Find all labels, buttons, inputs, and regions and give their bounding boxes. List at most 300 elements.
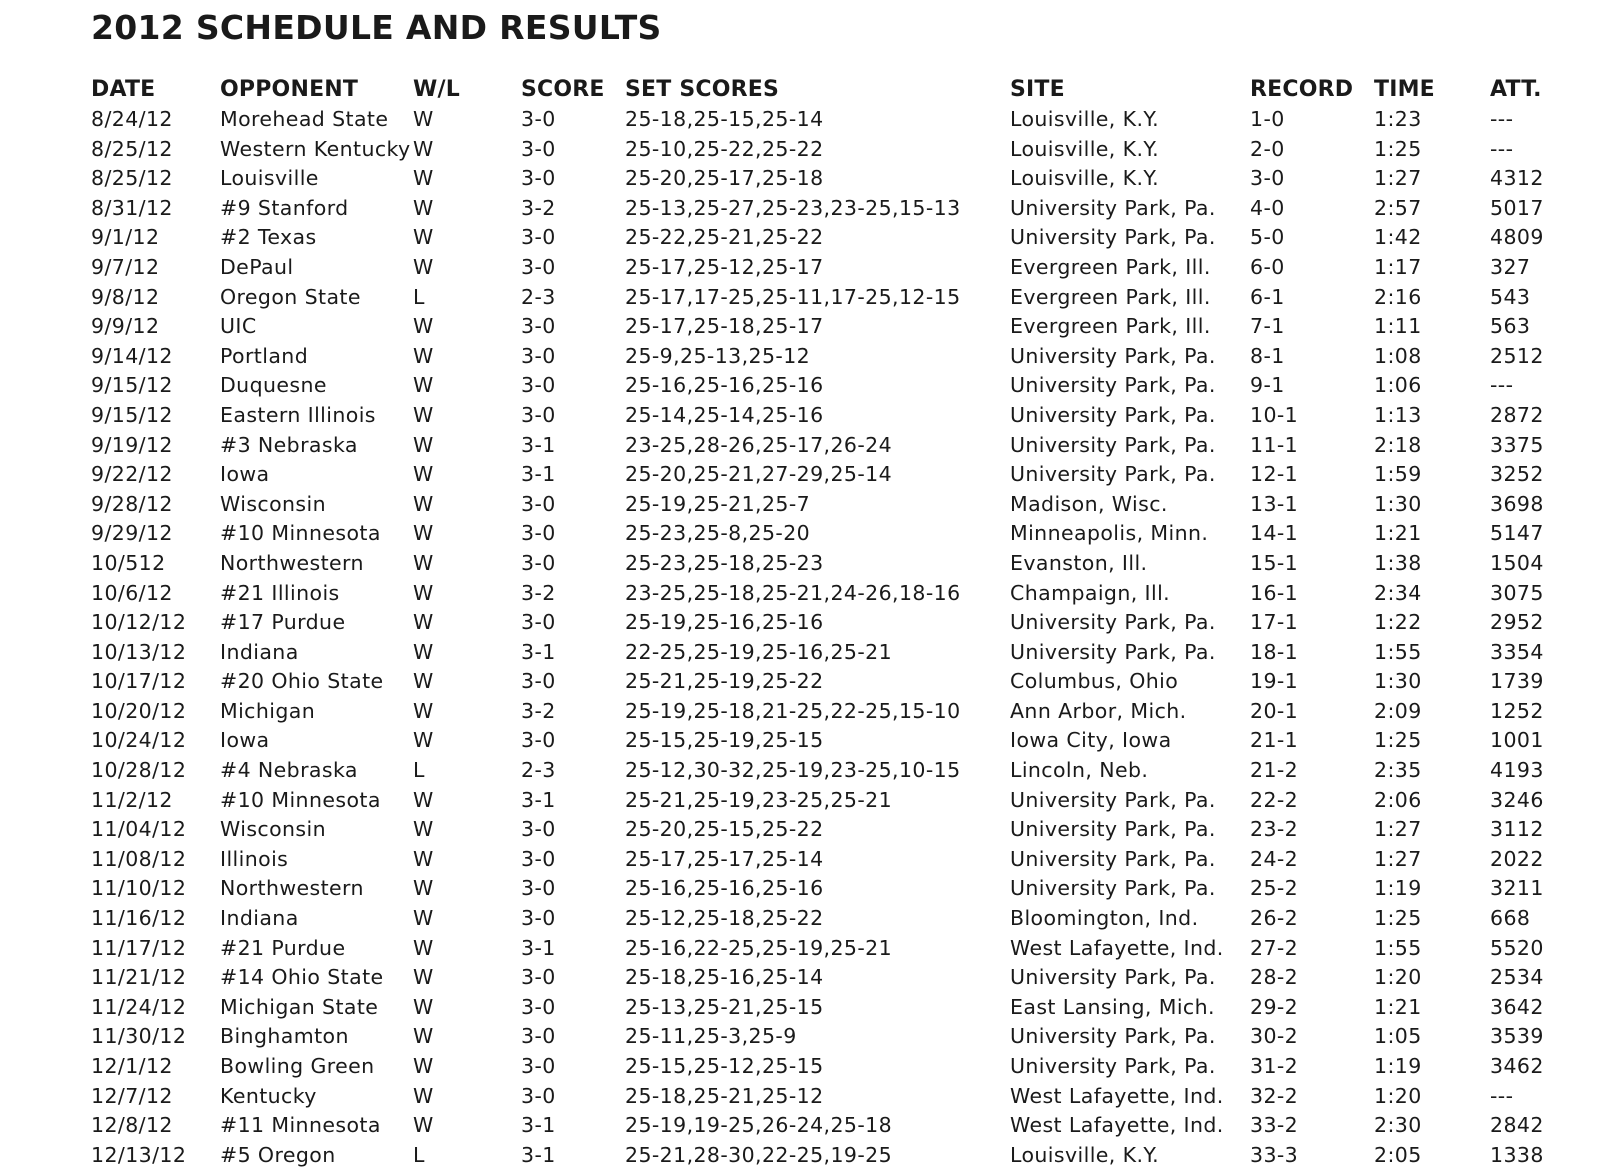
set-scores-cell: 25-19,25-18,21-25,22-25,15-10: [625, 698, 961, 723]
set-scores-cell: 22-25,25-19,25-16,25-21: [625, 639, 893, 664]
set-scores-cell: 25-16,22-25,25-19,25-21: [625, 935, 893, 960]
table-row: [91, 904, 1551, 934]
opponent-cell: #21 Illinois: [220, 580, 340, 605]
table-row: [91, 371, 1551, 401]
date-cell: 11/2/12: [91, 787, 173, 812]
attendance-cell: 1504: [1490, 550, 1544, 575]
time-cell: 2:30: [1374, 1113, 1422, 1138]
date-cell: 12/7/12: [91, 1083, 173, 1108]
set-scores-cell: 25-21,28-30,22-25,19-25: [625, 1142, 893, 1167]
set-scores-cell: 25-17,25-18,25-17: [625, 314, 824, 339]
result-cell: W: [413, 195, 434, 220]
record-cell: 18-1: [1250, 639, 1299, 664]
attendance-cell: 2872: [1490, 402, 1544, 427]
site-cell: Evanston, Ill.: [1010, 550, 1148, 575]
time-cell: 1:21: [1374, 521, 1422, 546]
set-scores-cell: 25-20,25-21,27-29,25-14: [625, 462, 893, 487]
set-scores-cell: 25-16,25-16,25-16: [625, 876, 824, 901]
score-cell: 3-1: [521, 462, 556, 487]
table-row: [91, 1141, 1551, 1170]
set-scores-cell: 25-23,25-18,25-23: [625, 550, 824, 575]
site-cell: West Lafayette, Ind.: [1010, 1083, 1224, 1108]
date-cell: 8/24/12: [91, 107, 173, 131]
attendance-cell: 3642: [1490, 994, 1544, 1019]
site-cell: Champaign, Ill.: [1010, 580, 1171, 605]
attendance-cell: ---: [1490, 136, 1514, 161]
site-cell: University Park, Pa.: [1010, 610, 1216, 635]
date-cell: 9/28/12: [91, 491, 173, 516]
time-cell: 2:16: [1374, 284, 1422, 309]
record-cell: 23-2: [1250, 817, 1299, 842]
record-cell: 15-1: [1250, 550, 1299, 575]
score-cell: 3-1: [521, 1142, 556, 1167]
record-cell: 31-2: [1250, 1054, 1299, 1078]
opponent-cell: Wisconsin: [220, 817, 326, 842]
attendance-cell: 1001: [1490, 728, 1544, 753]
date-cell: 9/22/12: [91, 462, 173, 487]
opponent-cell: Binghamton: [220, 1024, 349, 1049]
date-cell: 11/21/12: [91, 965, 187, 990]
set-scores-cell: 25-18,25-16,25-14: [625, 965, 824, 990]
site-cell: Louisville, K.Y.: [1010, 107, 1160, 131]
table-row: [91, 401, 1551, 431]
set-scores-cell: 25-11,25-3,25-9: [625, 1024, 797, 1049]
time-cell: 2:57: [1374, 195, 1422, 220]
site-cell: University Park, Pa.: [1010, 639, 1216, 664]
set-scores-cell: 25-17,17-25,25-11,17-25,12-15: [625, 284, 961, 309]
score-cell: 3-0: [521, 876, 556, 901]
result-cell: W: [413, 1054, 434, 1078]
set-scores-cell: 25-18,25-21,25-12: [625, 1083, 824, 1108]
site-cell: Ann Arbor, Mich.: [1010, 698, 1187, 723]
opponent-cell: #21 Purdue: [220, 935, 346, 960]
opponent-cell: #3 Nebraska: [220, 432, 358, 457]
table-row: [91, 342, 1551, 372]
column-header-date: DATE: [91, 77, 156, 102]
set-scores-cell: 25-21,25-19,25-22: [625, 669, 824, 694]
score-cell: 3-1: [521, 787, 556, 812]
set-scores-cell: 25-13,25-27,25-23,23-25,15-13: [625, 195, 961, 220]
attendance-cell: ---: [1490, 1083, 1514, 1108]
set-scores-cell: 25-23,25-8,25-20: [625, 521, 811, 546]
time-cell: 1:06: [1374, 373, 1422, 398]
column-header-wl: W/L: [413, 77, 460, 102]
set-scores-cell: 25-15,25-19,25-15: [625, 728, 824, 753]
set-scores-cell: 25-20,25-15,25-22: [625, 817, 824, 842]
set-scores-cell: 25-10,25-22,25-22: [625, 136, 824, 161]
column-header-time: TIME: [1374, 77, 1435, 102]
opponent-cell: Louisville: [220, 166, 319, 191]
opponent-cell: Northwestern: [220, 876, 364, 901]
site-cell: University Park, Pa.: [1010, 343, 1216, 368]
opponent-cell: Michigan: [220, 698, 316, 723]
result-cell: W: [413, 432, 434, 457]
table-row: [91, 164, 1551, 194]
score-cell: 3-1: [521, 1113, 556, 1138]
table-row: [91, 815, 1551, 845]
time-cell: 1:22: [1374, 610, 1422, 635]
result-cell: W: [413, 225, 434, 250]
time-cell: 2:09: [1374, 698, 1422, 723]
score-cell: 3-0: [521, 817, 556, 842]
table-row: [91, 105, 1551, 135]
site-cell: East Lansing, Mich.: [1010, 994, 1215, 1019]
header-row: [91, 75, 1551, 105]
table-row: [91, 667, 1551, 697]
site-cell: West Lafayette, Ind.: [1010, 935, 1224, 960]
time-cell: 1:25: [1374, 728, 1422, 753]
result-cell: W: [413, 107, 434, 131]
score-cell: 3-0: [521, 225, 556, 250]
attendance-cell: ---: [1490, 373, 1514, 398]
result-cell: W: [413, 254, 434, 279]
site-cell: Lincoln, Neb.: [1010, 758, 1149, 783]
attendance-cell: 327: [1490, 254, 1531, 279]
set-scores-cell: 25-19,25-16,25-16: [625, 610, 824, 635]
score-cell: 3-0: [521, 373, 556, 398]
site-cell: University Park, Pa.: [1010, 373, 1216, 398]
record-cell: 2-0: [1250, 136, 1285, 161]
result-cell: W: [413, 1113, 434, 1138]
set-scores-cell: 25-17,25-17,25-14: [625, 846, 824, 871]
score-cell: 3-0: [521, 254, 556, 279]
score-cell: 3-0: [521, 669, 556, 694]
date-cell: 11/16/12: [91, 906, 187, 931]
record-cell: 12-1: [1250, 462, 1299, 487]
date-cell: 9/29/12: [91, 521, 173, 546]
date-cell: 10/20/12: [91, 698, 187, 723]
attendance-cell: 3354: [1490, 639, 1544, 664]
record-cell: 9-1: [1250, 373, 1285, 398]
record-cell: 4-0: [1250, 195, 1285, 220]
record-cell: 7-1: [1250, 314, 1285, 339]
time-cell: 1:25: [1374, 136, 1422, 161]
site-cell: Louisville, K.Y.: [1010, 1142, 1160, 1167]
column-header-score: SCORE: [521, 77, 605, 102]
site-cell: Evergreen Park, Ill.: [1010, 254, 1211, 279]
score-cell: 3-1: [521, 432, 556, 457]
table-row: [91, 993, 1551, 1023]
site-cell: University Park, Pa.: [1010, 787, 1216, 812]
time-cell: 1:08: [1374, 343, 1422, 368]
date-cell: 12/8/12: [91, 1113, 173, 1138]
record-cell: 8-1: [1250, 343, 1285, 368]
attendance-cell: 1338: [1490, 1142, 1544, 1167]
record-cell: 14-1: [1250, 521, 1299, 546]
set-scores-cell: 25-21,25-19,23-25,25-21: [625, 787, 893, 812]
time-cell: 1:59: [1374, 462, 1422, 487]
score-cell: 3-0: [521, 1083, 556, 1108]
score-cell: 3-0: [521, 402, 556, 427]
time-cell: 2:06: [1374, 787, 1422, 812]
table-row: [91, 638, 1551, 668]
set-scores-cell: 25-18,25-15,25-14: [625, 107, 824, 131]
table-row: [91, 1082, 1551, 1112]
date-cell: 11/08/12: [91, 846, 187, 871]
score-cell: 3-0: [521, 610, 556, 635]
record-cell: 1-0: [1250, 107, 1285, 131]
table-row: [91, 726, 1551, 756]
date-cell: 9/7/12: [91, 254, 160, 279]
opponent-cell: #20 Ohio State: [220, 669, 384, 694]
opponent-cell: Portland: [220, 343, 309, 368]
attendance-cell: 3539: [1490, 1024, 1544, 1049]
attendance-cell: 3252: [1490, 462, 1544, 487]
result-cell: W: [413, 462, 434, 487]
table-row: [91, 519, 1551, 549]
score-cell: 3-0: [521, 314, 556, 339]
opponent-cell: Bowling Green: [220, 1054, 375, 1078]
site-cell: Minneapolis, Minn.: [1010, 521, 1209, 546]
record-cell: 6-1: [1250, 284, 1285, 309]
table-row: [91, 135, 1551, 165]
result-cell: W: [413, 787, 434, 812]
opponent-cell: #10 Minnesota: [220, 521, 381, 546]
opponent-cell: #11 Minnesota: [220, 1113, 381, 1138]
date-cell: 10/12/12: [91, 610, 187, 635]
time-cell: 1:11: [1374, 314, 1422, 339]
opponent-cell: UIC: [220, 314, 257, 339]
score-cell: 3-1: [521, 639, 556, 664]
opponent-cell: #5 Oregon: [220, 1142, 336, 1167]
time-cell: 1:19: [1374, 876, 1422, 901]
site-cell: West Lafayette, Ind.: [1010, 1113, 1224, 1138]
record-cell: 33-2: [1250, 1113, 1299, 1138]
attendance-cell: 3211: [1490, 876, 1544, 901]
date-cell: 8/25/12: [91, 136, 173, 161]
column-header-site: SITE: [1010, 77, 1065, 102]
table-row: [91, 431, 1551, 461]
time-cell: 1:20: [1374, 1083, 1422, 1108]
attendance-cell: 3246: [1490, 787, 1544, 812]
score-cell: 3-2: [521, 580, 556, 605]
result-cell: W: [413, 876, 434, 901]
result-cell: W: [413, 639, 434, 664]
score-cell: 2-3: [521, 758, 556, 783]
time-cell: 1:42: [1374, 225, 1422, 250]
site-cell: University Park, Pa.: [1010, 462, 1216, 487]
attendance-cell: 5147: [1490, 521, 1544, 546]
record-cell: 16-1: [1250, 580, 1299, 605]
result-cell: W: [413, 521, 434, 546]
date-cell: 11/10/12: [91, 876, 187, 901]
opponent-cell: Indiana: [220, 906, 299, 931]
date-cell: 10/24/12: [91, 728, 187, 753]
opponent-cell: Illinois: [220, 846, 289, 871]
opponent-cell: #14 Ohio State: [220, 965, 384, 990]
record-cell: 25-2: [1250, 876, 1299, 901]
record-cell: 13-1: [1250, 491, 1299, 516]
date-cell: 9/19/12: [91, 432, 173, 457]
attendance-cell: 563: [1490, 314, 1531, 339]
time-cell: 1:30: [1374, 669, 1422, 694]
opponent-cell: Northwestern: [220, 550, 364, 575]
attendance-cell: 3112: [1490, 817, 1544, 842]
record-cell: 28-2: [1250, 965, 1299, 990]
attendance-cell: 543: [1490, 284, 1531, 309]
time-cell: 2:05: [1374, 1142, 1422, 1167]
set-scores-cell: 25-17,25-12,25-17: [625, 254, 824, 279]
score-cell: 3-0: [521, 846, 556, 871]
attendance-cell: 3075: [1490, 580, 1544, 605]
table-row: [91, 312, 1551, 342]
set-scores-cell: 25-12,30-32,25-19,23-25,10-15: [625, 758, 961, 783]
set-scores-cell: 25-19,19-25,26-24,25-18: [625, 1113, 893, 1138]
result-cell: W: [413, 669, 434, 694]
time-cell: 2:18: [1374, 432, 1422, 457]
time-cell: 1:38: [1374, 550, 1422, 575]
site-cell: University Park, Pa.: [1010, 1024, 1216, 1049]
record-cell: 30-2: [1250, 1024, 1299, 1049]
result-cell: W: [413, 935, 434, 960]
time-cell: 1:27: [1374, 846, 1422, 871]
site-cell: University Park, Pa.: [1010, 225, 1216, 250]
result-cell: L: [413, 284, 425, 309]
site-cell: Bloomington, Ind.: [1010, 906, 1199, 931]
date-cell: 10/6/12: [91, 580, 173, 605]
time-cell: 1:13: [1374, 402, 1422, 427]
attendance-cell: 4312: [1490, 166, 1544, 191]
attendance-cell: 3375: [1490, 432, 1544, 457]
date-cell: 10/512: [91, 550, 166, 575]
score-cell: 3-0: [521, 343, 556, 368]
result-cell: W: [413, 846, 434, 871]
site-cell: University Park, Pa.: [1010, 1054, 1216, 1078]
record-cell: 33-3: [1250, 1142, 1299, 1167]
time-cell: 1:30: [1374, 491, 1422, 516]
column-header-att: ATT.: [1490, 77, 1542, 102]
schedule-table: [91, 75, 1551, 1170]
opponent-cell: Wisconsin: [220, 491, 326, 516]
opponent-cell: #9 Stanford: [220, 195, 349, 220]
attendance-cell: 2952: [1490, 610, 1544, 635]
date-cell: 11/04/12: [91, 817, 187, 842]
score-cell: 3-0: [521, 136, 556, 161]
site-cell: Louisville, K.Y.: [1010, 136, 1160, 161]
record-cell: 32-2: [1250, 1083, 1299, 1108]
site-cell: Evergreen Park, Ill.: [1010, 314, 1211, 339]
site-cell: Iowa City, Iowa: [1010, 728, 1172, 753]
time-cell: 1:17: [1374, 254, 1422, 279]
score-cell: 3-1: [521, 935, 556, 960]
score-cell: 2-3: [521, 284, 556, 309]
result-cell: W: [413, 698, 434, 723]
score-cell: 3-0: [521, 1054, 556, 1078]
opponent-cell: Iowa: [220, 462, 270, 487]
result-cell: W: [413, 491, 434, 516]
date-cell: 9/1/12: [91, 225, 160, 250]
time-cell: 1:55: [1374, 639, 1422, 664]
date-cell: 12/13/12: [91, 1142, 187, 1167]
time-cell: 1:05: [1374, 1024, 1422, 1049]
column-header-opponent: OPPONENT: [220, 77, 359, 102]
page-title: 2012 SCHEDULE AND RESULTS: [91, 8, 662, 47]
record-cell: 21-1: [1250, 728, 1299, 753]
attendance-cell: ---: [1490, 107, 1514, 131]
result-cell: L: [413, 1142, 425, 1167]
table-row: [91, 223, 1551, 253]
attendance-cell: 5520: [1490, 935, 1544, 960]
attendance-cell: 668: [1490, 906, 1531, 931]
attendance-cell: 2512: [1490, 343, 1544, 368]
table-row: [91, 963, 1551, 993]
date-cell: 10/28/12: [91, 758, 187, 783]
result-cell: W: [413, 994, 434, 1019]
result-cell: W: [413, 728, 434, 753]
opponent-cell: Indiana: [220, 639, 299, 664]
set-scores-cell: 25-16,25-16,25-16: [625, 373, 824, 398]
attendance-cell: 5017: [1490, 195, 1544, 220]
opponent-cell: Western Kentucky: [220, 136, 411, 161]
time-cell: 2:35: [1374, 758, 1422, 783]
record-cell: 27-2: [1250, 935, 1299, 960]
site-cell: University Park, Pa.: [1010, 965, 1216, 990]
score-cell: 3-0: [521, 166, 556, 191]
score-cell: 3-0: [521, 906, 556, 931]
result-cell: W: [413, 402, 434, 427]
opponent-cell: #17 Purdue: [220, 610, 346, 635]
schedule-body: [91, 105, 1551, 1170]
date-cell: 10/17/12: [91, 669, 187, 694]
opponent-cell: #4 Nebraska: [220, 758, 358, 783]
result-cell: W: [413, 166, 434, 191]
result-cell: W: [413, 610, 434, 635]
table-row: [91, 549, 1551, 579]
table-row: [91, 490, 1551, 520]
attendance-cell: 2842: [1490, 1113, 1544, 1138]
attendance-cell: 3462: [1490, 1054, 1544, 1078]
time-cell: 2:34: [1374, 580, 1422, 605]
record-cell: 19-1: [1250, 669, 1299, 694]
date-cell: 9/9/12: [91, 314, 160, 339]
opponent-cell: Duquesne: [220, 373, 327, 398]
set-scores-cell: 25-22,25-21,25-22: [625, 225, 824, 250]
record-cell: 3-0: [1250, 166, 1285, 191]
score-cell: 3-2: [521, 698, 556, 723]
time-cell: 1:23: [1374, 107, 1422, 131]
result-cell: W: [413, 343, 434, 368]
score-cell: 3-0: [521, 994, 556, 1019]
site-cell: Columbus, Ohio: [1010, 669, 1179, 694]
result-cell: W: [413, 965, 434, 990]
score-cell: 3-0: [521, 107, 556, 131]
attendance-cell: 2534: [1490, 965, 1544, 990]
attendance-cell: 3698: [1490, 491, 1544, 516]
record-cell: 5-0: [1250, 225, 1285, 250]
opponent-cell: Oregon State: [220, 284, 361, 309]
record-cell: 26-2: [1250, 906, 1299, 931]
set-scores-cell: 25-12,25-18,25-22: [625, 906, 824, 931]
set-scores-cell: 25-15,25-12,25-15: [625, 1054, 824, 1078]
site-cell: University Park, Pa.: [1010, 817, 1216, 842]
score-cell: 3-2: [521, 195, 556, 220]
table-row: [91, 608, 1551, 638]
opponent-cell: Michigan State: [220, 994, 379, 1019]
site-cell: Evergreen Park, Ill.: [1010, 284, 1211, 309]
record-cell: 6-0: [1250, 254, 1285, 279]
score-cell: 3-0: [521, 491, 556, 516]
time-cell: 1:21: [1374, 994, 1422, 1019]
table-row: [91, 934, 1551, 964]
site-cell: University Park, Pa.: [1010, 846, 1216, 871]
set-scores-cell: 25-19,25-21,25-7: [625, 491, 811, 516]
opponent-cell: DePaul: [220, 254, 294, 279]
date-cell: 9/14/12: [91, 343, 173, 368]
set-scores-cell: 25-9,25-13,25-12: [625, 343, 811, 368]
opponent-cell: #2 Texas: [220, 225, 317, 250]
score-cell: 3-0: [521, 550, 556, 575]
record-cell: 17-1: [1250, 610, 1299, 635]
